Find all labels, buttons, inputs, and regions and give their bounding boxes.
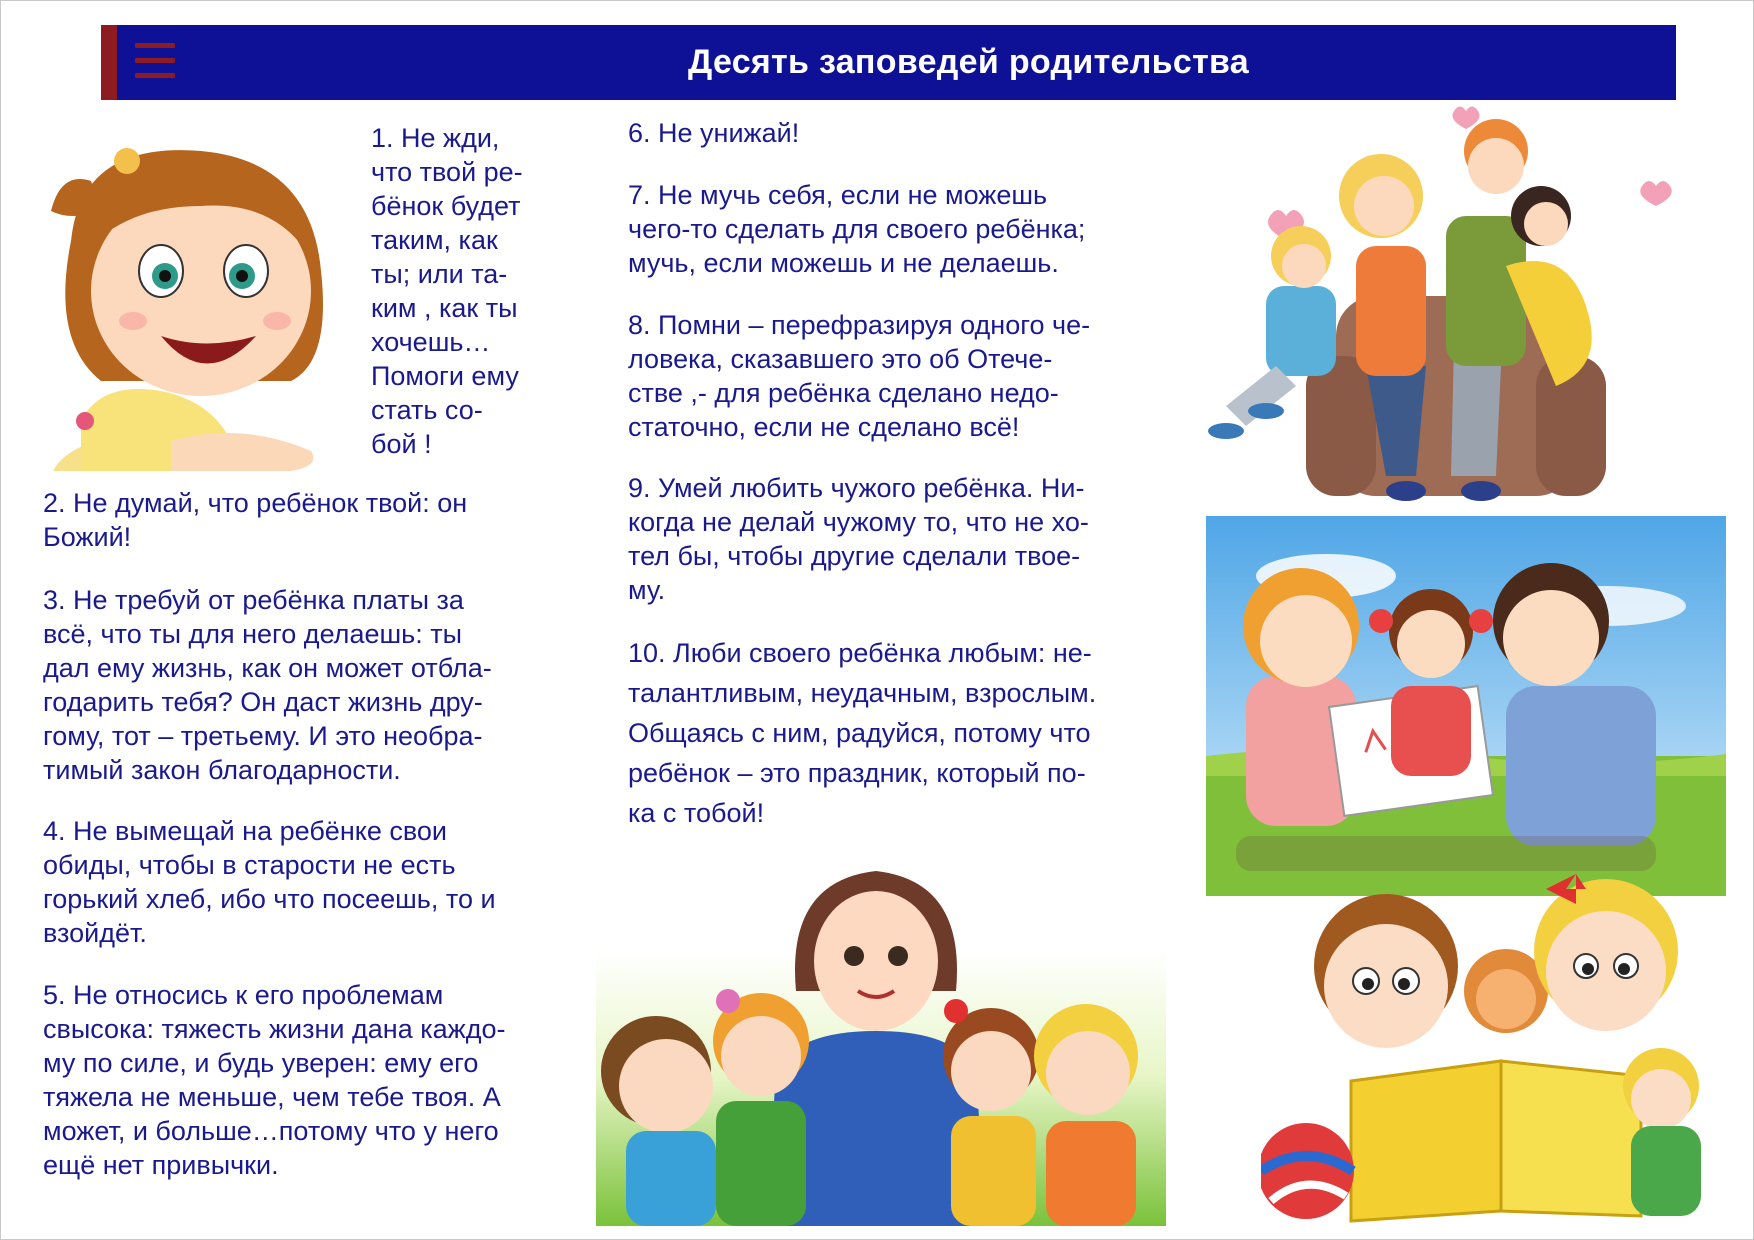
commandment-4: 4. Не вымещай на ребёнке свои обиды, чтобы в старости не есть горький хлеб, ибо что посеешь, то и взойдёт. [43, 816, 496, 948]
commandment-8: 8. Помни – перефразируя одного че- ловека, сказавшего это об Отече- стве ,- для ребёнка сделано недо- статочно, если не сделано всё! [628, 310, 1091, 442]
teacher-with-children-illustration [596, 841, 1166, 1226]
commandment-10: 10. Люби своего ребёнка любым: не- талантливым, неудачным, взрослым. Общаясь с ним, радуйся, потому что ребёнок – это праздник, который по- ка с тобой! [628, 638, 1097, 828]
page-title: Десять заповедей родительства [688, 43, 1249, 81]
commandment-5: 5. Не относись к его проблемам свысока: тяжесть жизни дана каждо- му по силе, и будь уверен: ему его тяжела не меньше, чем тебе твоя. А может, и больше…потому что у него ещё нет привычки. [43, 980, 506, 1180]
commandment-7: 7. Не мучь себя, если не можешь чего-то сделать для своего ребёнка; мучь, если можешь и не делаешь. [628, 180, 1086, 278]
commandment-6: 6. Не унижай! [628, 118, 800, 148]
children-reading-book-illustration [1261, 871, 1721, 1231]
commandment-1: 1. Не жди, что твой ре- бёнок будет таким, как ты; или та- ким , как ты хочешь… Помоги ему стать со- бой ! [371, 123, 523, 459]
girl-illustration [41, 121, 361, 471]
book [1351, 1061, 1501, 1221]
family-on-armchair-illustration [1206, 106, 1726, 516]
commandment-3: 3. Не требуй от ребёнка платы за всё, что ты для него делаешь: ты дал ему жизнь, как он может отбла- годарить тебя? Он даст жизнь дру- гому, тот – третьему. И это необра- тимый закон благодарности. [43, 585, 492, 785]
family-on-meadow-illustration [1206, 516, 1726, 896]
commandment-9: 9. Умей любить чужого ребёнка. Ни- когда не делай чужому то, что не хо- тел бы, чтобы другие сделали твое- му. [628, 473, 1089, 605]
header-bar [101, 25, 1676, 100]
commandment-2: 2. Не думай, что ребёнок твой: он Божий! [43, 488, 468, 552]
